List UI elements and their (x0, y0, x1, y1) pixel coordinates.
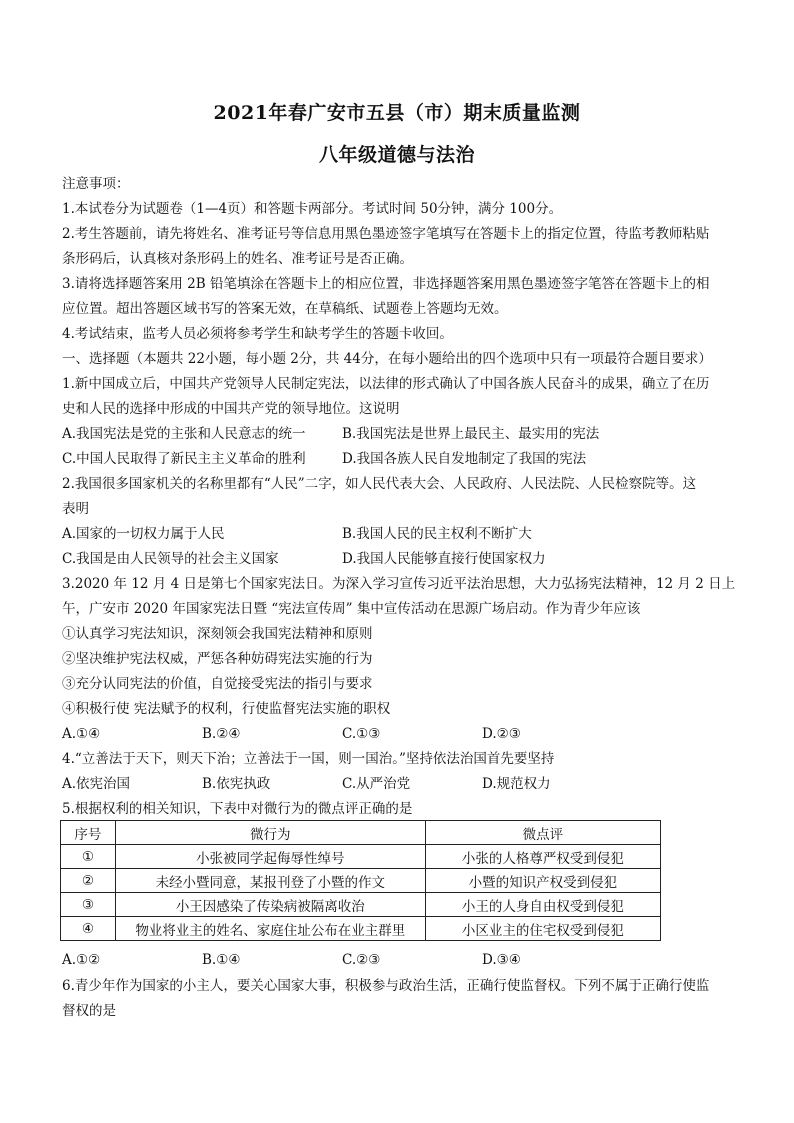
q4-stem: 4.“立善法于天下，则天下治；立善法于一国，则一国治。”坚持依法治国首先要坚持 (62, 751, 555, 767)
q3-stem-line-1: 3.2020 年 12 月 4 日是第七个国家宪法日。为深入学习宣传习近平法治思想，大力弘扬宪法精神，12 月 2 日上 (62, 576, 736, 592)
q5-option-d: D.③④ (482, 952, 521, 968)
q1-stem-line-1: 1.新中国成立后，中国共产党领导人民制定宪法，以法律的形式确认了中国各族人民奋斗的成果，确立了在历 (62, 376, 710, 392)
q5-option-a: A.①② (62, 952, 101, 968)
q2-option-d: D.我国人民能够直接行使国家权力 (342, 551, 546, 567)
q5-table (60, 820, 661, 941)
q3-option-a: A.①④ (62, 726, 101, 742)
q3-statement-2: ②坚决维护宪法权威，严惩各种妨碍宪法实施的行为 (62, 651, 373, 667)
q5-option-c: C.②③ (342, 952, 381, 968)
q1-option-b: B.我国宪法是世界上最民主、最实用的宪法 (342, 426, 600, 442)
note-2-line-1: 2.考生答题前，请先将姓名、准考证号等信息用黑色墨迹签字笔填写在答题卡上的指定位置，待监考教师粘贴 (62, 226, 710, 242)
table-row (61, 893, 661, 917)
q2-stem-line-2: 表明 (62, 501, 89, 517)
note-3-line-1: 3.请将选择题答案用 2B 铅笔填涂在答题卡上的相应位置，非选择题答案用黑色墨迹签字笔答在答题卡上的相 (62, 276, 710, 292)
q4-option-c: C.从严治党 (342, 776, 411, 792)
table-cell: ① (61, 845, 116, 869)
table-header: 序号 (61, 821, 116, 845)
q3-option-d: D.②③ (482, 726, 521, 742)
q2-option-a: A.国家的一切权力属于人民 (62, 526, 225, 542)
q3-statement-4: ④积极行使 宪法赋予的权利，行使监督宪法实施的职权 (62, 701, 391, 717)
q1-stem-line-2: 史和人民的选择中形成的中国共产党的领导地位。这说明 (62, 401, 400, 417)
table-cell: 小区业主的住宅权受到侵犯 (425, 917, 660, 941)
q2-stem-line-1: 2.我国很多国家机关的名称里都有“人民”二字，如人民代表大会、人民政府、人民法院、人民检察院等。这 (62, 476, 697, 492)
q1-option-a: A.我国宪法是党的主张和人民意志的统一 (62, 426, 306, 442)
q4-option-b: B.依宪执政 (202, 776, 271, 792)
table-cell: ④ (61, 917, 116, 941)
q6-stem-line-2: 督权的是 (62, 1003, 116, 1019)
note-4: 4.考试结束，监考人员必须将参考学生和缺考学生的答题卡收回。 (62, 326, 453, 342)
table-header-row (61, 821, 661, 845)
table-cell: 小张的人格尊严权受到侵犯 (425, 845, 660, 869)
exam-title: 2021年春广安市五县（市）期末质量监测 (213, 102, 581, 124)
q5-stem: 5.根据权利的相关知识，下表中对微行为的微点评正确的是 (62, 801, 413, 817)
table-cell: ③ (61, 893, 116, 917)
table-header: 微行为 (115, 821, 425, 845)
table-cell: 小王的人身自由权受到侵犯 (425, 893, 660, 917)
q6-stem-line-1: 6.青少年作为国家的小主人，要关心国家大事，积极参与政治生活，正确行使监督权。下列不属于正确行使监 (62, 978, 710, 994)
q3-stem-line-2: 午，广安市 2020 年国家宪法日暨 “宪法宣传周” 集中宣传活动在思源广场启动。作为青少年应该 (62, 601, 641, 617)
table-row (61, 845, 661, 869)
q4-option-d: D.规范权力 (482, 776, 551, 792)
note-3-line-2: 应位置。超出答题区域书写的答案无效，在草稿纸、试题卷上答题均无效。 (62, 301, 508, 317)
q1-option-c: C.中国人民取得了新民主主义革命的胜利 (62, 451, 306, 467)
q3-statement-1: ①认真学习宪法知识，深刻领会我国宪法精神和原则 (62, 626, 373, 642)
q2-option-c: C.我国是由人民领导的社会主义国家 (62, 551, 279, 567)
table-header: 微点评 (425, 821, 660, 845)
q3-option-c: C.①③ (342, 726, 381, 742)
q5-option-b: B.①④ (202, 952, 241, 968)
table-cell: 小暨的知识产权受到侵犯 (425, 869, 660, 893)
q1-option-d: D.我国各族人民自发地制定了我国的宪法 (342, 451, 587, 467)
q3-option-b: B.②④ (202, 726, 241, 742)
table-cell: 小张被同学起侮辱性绰号 (115, 845, 425, 869)
exam-subject: 八年级道德与法治 (318, 144, 475, 166)
note-2-line-2: 条形码后，认真核对条形码上的姓名、准考证号是否正确。 (62, 251, 413, 267)
q2-option-b: B.我国人民的民主权利不断扩大 (342, 526, 532, 542)
table-cell: 小王因感染了传染病被隔离收治 (115, 893, 425, 917)
section-heading: 一、选择题（本题共 22小题，每小题 2分，共 44分，在每小题给出的四个选项中只有一项最符合题目要求） (62, 351, 712, 367)
table-row (61, 917, 661, 941)
table-cell: 物业将业主的姓名、家庭住址公布在业主群里 (115, 917, 425, 941)
table-cell: ② (61, 869, 116, 893)
table-row (61, 869, 661, 893)
note-1: 1.本试卷分为试题卷（1—4页）和答题卡两部分。考试时间 50分钟，满分 100分。 (62, 201, 563, 217)
notes-heading: 注意事项： (62, 176, 130, 192)
q4-option-a: A.依宪治国 (62, 776, 131, 792)
q3-statement-3: ③充分认同宪法的价值，自觉接受宪法的指引与要求 (62, 676, 373, 692)
table-cell: 未经小暨同意，某报刊登了小暨的作文 (115, 869, 425, 893)
